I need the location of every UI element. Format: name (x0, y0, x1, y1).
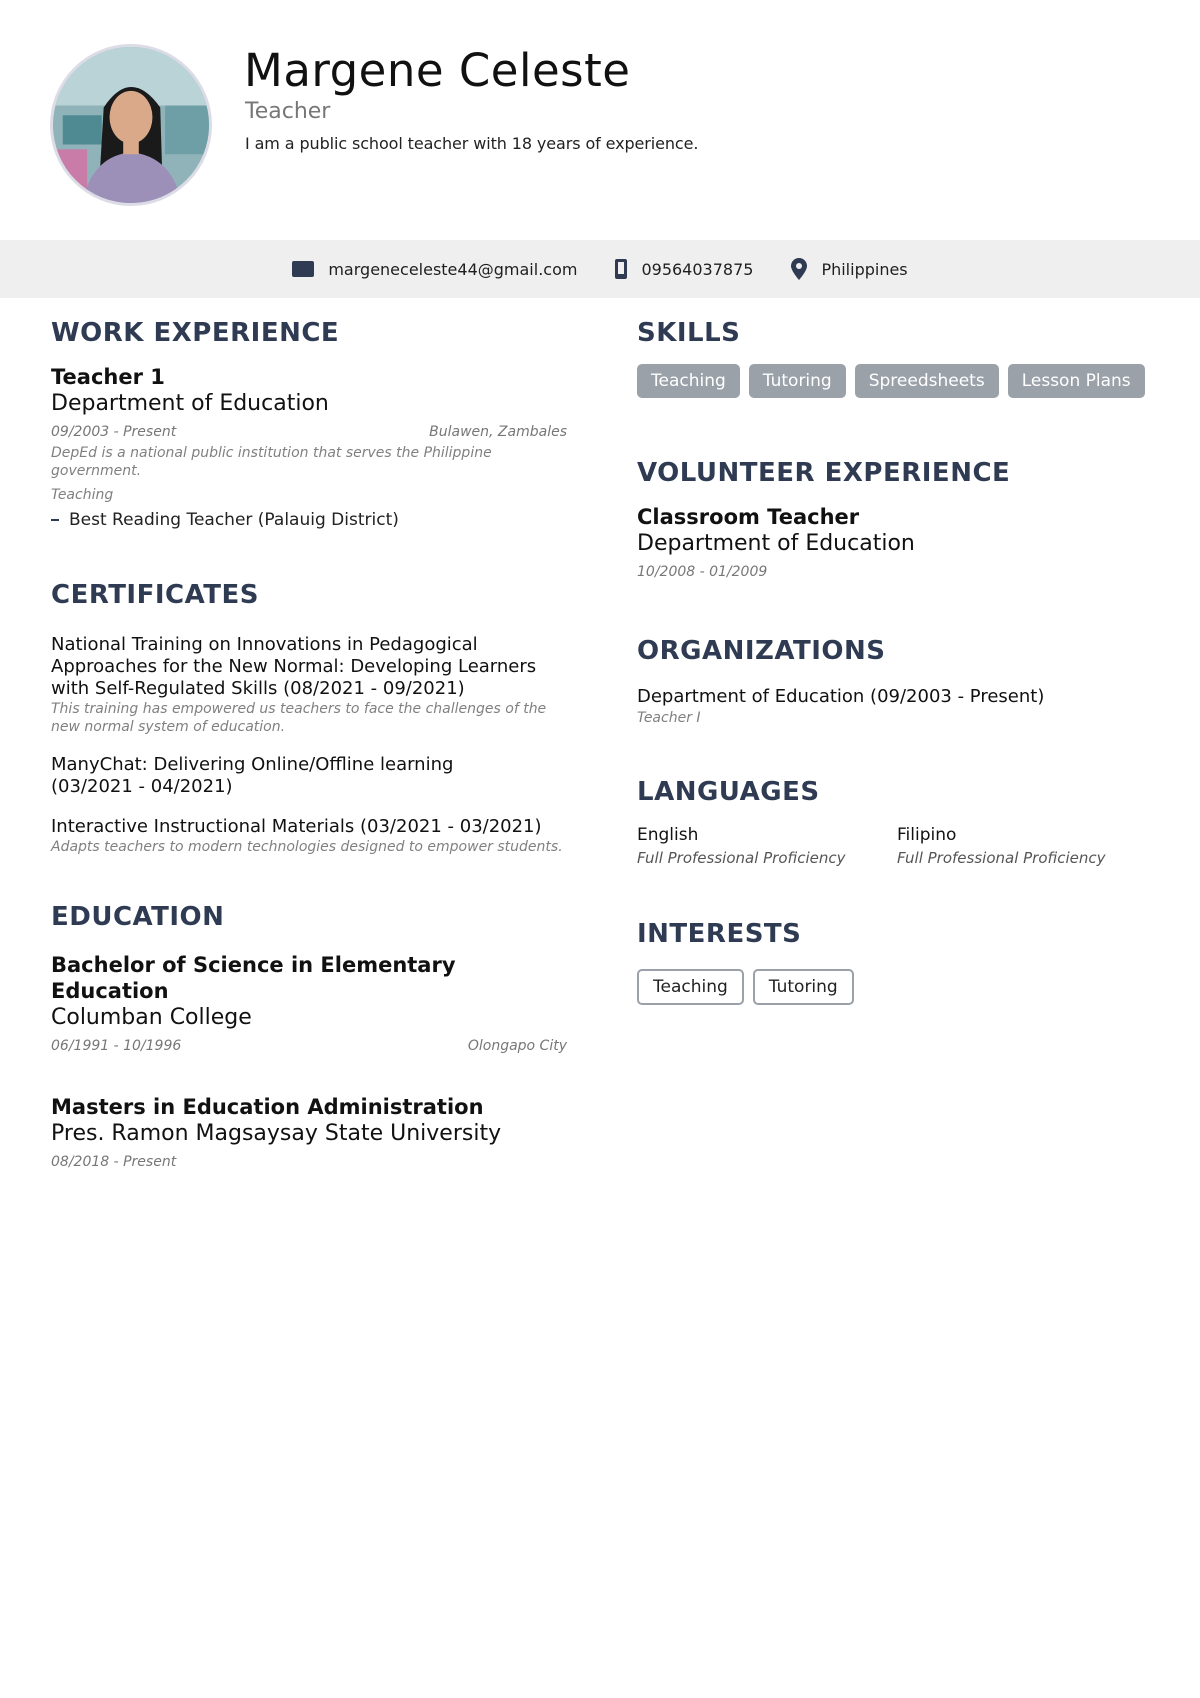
candidate-name: Margene Celeste (244, 44, 631, 97)
education-school: Columban College (51, 1005, 252, 1030)
volunteer-org: Department of Education (637, 531, 915, 556)
section-title: SKILLS (637, 318, 741, 348)
organization-name: Department of Education (09/2003 - Present) (637, 686, 1045, 707)
certificate-item (51, 634, 567, 736)
volunteer-meta (637, 564, 1157, 580)
skill-tag: Spreedsheets (855, 364, 999, 398)
volunteer-dates: 10/2008 - 01/2009 (637, 564, 768, 580)
certificate-description: This training has empowered us teachers to face the challenges of the new normal system of education. (51, 701, 547, 735)
contact-phone-text: 09564037875 (641, 259, 754, 279)
certificate-item (51, 754, 567, 798)
skill-tag: Teaching (637, 364, 740, 398)
education-entry (51, 1094, 567, 1170)
skill-tag: Tutoring (749, 364, 846, 398)
dash-icon (51, 519, 59, 521)
education-school: Pres. Ramon Magsaysay State University (51, 1121, 502, 1146)
education-entry (51, 952, 567, 1054)
volunteer-title: Classroom Teacher (637, 505, 860, 529)
work-entry (51, 364, 567, 530)
certificate-item (51, 816, 567, 856)
contact-location-text: Philippines (821, 259, 908, 279)
certificate-name: ManyChat: Delivering Online/Offline learning (03/2021 - 04/2021) (51, 754, 454, 797)
organization-role: Teacher I (637, 710, 701, 726)
job-achievements-label: Teaching (51, 487, 114, 503)
section-title: CERTIFICATES (51, 580, 259, 610)
interest-tag: Tutoring (753, 969, 854, 1005)
candidate-summary: I am a public school teacher with 18 years of experience. (245, 134, 699, 153)
job-org: Department of Education (51, 391, 329, 416)
interests-section (637, 919, 1157, 1005)
candidate-role: Teacher (245, 99, 331, 124)
work-experience-section (51, 318, 567, 530)
certificate-description: Adapts teachers to modern technologies designed to empower students. (51, 839, 563, 855)
language-item (637, 825, 897, 867)
certificate-name: National Training on Innovations in Pedagogical Approaches for the New Normal: Developing Learners with Self-Regulated Skills (08/2021 - 09/2021) (51, 634, 537, 699)
certificate-name: Interactive Instructional Materials (03/2021 - 03/2021) (51, 816, 542, 837)
education-location: Olongapo City (467, 1038, 567, 1054)
skills-list (637, 364, 1157, 398)
language-item (897, 825, 1157, 867)
job-dates: 09/2003 - Present (51, 424, 177, 440)
language-level: Full Professional Proficiency (637, 849, 846, 867)
resume-header (0, 0, 1200, 240)
language-level: Full Professional Proficiency (897, 849, 1106, 867)
skills-section (637, 318, 1157, 398)
job-description: DepEd is a national public institution that serves the Philippine government. (51, 445, 492, 479)
contact-location (791, 258, 907, 280)
organizations-section (637, 636, 1157, 727)
contact-phone[interactable] (615, 259, 753, 279)
organization-entry (637, 686, 1157, 727)
volunteer-entry (637, 504, 1157, 580)
job-achievement-text: Best Reading Teacher (Palauig District) (69, 510, 399, 530)
profile-photo-image (53, 47, 209, 203)
envelope-icon (292, 261, 314, 277)
volunteer-section (637, 458, 1157, 580)
section-title: LANGUAGES (637, 777, 820, 807)
section-title: VOLUNTEER EXPERIENCE (637, 458, 1011, 488)
language-name: English (637, 825, 699, 845)
interests-list (637, 969, 1157, 1005)
contact-email[interactable] (292, 260, 577, 279)
job-meta (51, 424, 567, 440)
job-location: Bulawen, Zambales (429, 424, 567, 440)
certificates-section (51, 580, 567, 856)
job-achievement (51, 510, 567, 530)
phone-icon (615, 259, 627, 279)
languages-section (637, 777, 1157, 867)
job-title: Teacher 1 (51, 365, 165, 389)
map-pin-icon (791, 258, 807, 280)
contact-email-text: margeneceleste44@gmail.com (328, 259, 578, 279)
section-title: WORK EXPERIENCE (51, 318, 340, 348)
education-dates: 08/2018 - Present (51, 1154, 177, 1170)
profile-photo (50, 44, 212, 206)
education-degree: Bachelor of Science in Elementary Education (51, 953, 456, 1003)
education-degree: Masters in Education Administration (51, 1095, 484, 1119)
skill-tag: Lesson Plans (1008, 364, 1145, 398)
right-column (637, 318, 1157, 1005)
section-title: EDUCATION (51, 902, 225, 932)
section-title: INTERESTS (637, 919, 802, 949)
contact-bar (0, 240, 1200, 298)
education-meta (51, 1154, 567, 1170)
interest-tag: Teaching (637, 969, 744, 1005)
education-dates: 06/1991 - 10/1996 (51, 1038, 182, 1054)
education-meta (51, 1038, 567, 1054)
education-section (51, 902, 567, 1170)
section-title: ORGANIZATIONS (637, 636, 886, 666)
languages-list (637, 825, 1157, 867)
left-column (51, 318, 567, 1170)
language-name: Filipino (897, 825, 957, 845)
